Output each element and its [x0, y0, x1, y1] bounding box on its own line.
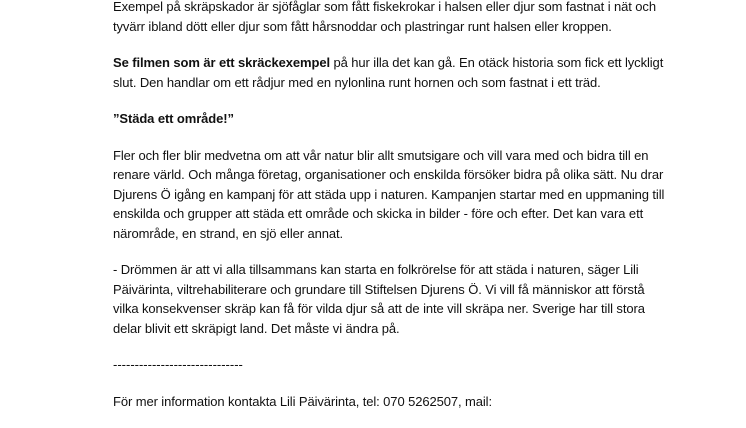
paragraph-film-text: på hur illa det kan gå. En otäck historia som fick ett lyckligt slut. Den handlar om ett rådjur med en nylonlina runt hornen och som fastnat i ett träd.: [113, 55, 664, 90]
section-heading: ”Städa ett område!”: [113, 111, 234, 126]
document-page: [113, 0, 673, 428]
paragraph-campaign: Fler och fler blir medvetna om att vår natur blir allt smutsigare och vill vara med och bidra till en renare värld. Och många företag, organisationer och enskilda försöker bidra på olika sätt. Nu drar Djurens Ö igång en kampanj för att städa upp i naturen. Kampanjen startar med en uppmaning till enskilda och grupper att städa ett område och skicka in bilder - före och efter. Det kan vara ett närområde, en strand, en sjö eller annat.: [113, 147, 665, 241]
paragraph-contact: För mer information kontakta Lili Päivärinta, tel: 070 5262507, mail:: [113, 393, 492, 409]
paragraph-quote: - Drömmen är att vi alla tillsammans kan starta en folkrörelse för att städa i naturen, säger Lili Päivärinta, viltrehabiliterare och grundare till Stiftelsen Djurens Ö. Vi vill få människor att förstå vilka konsekvenser skräp kan få för vilda djur så att de inte vill skräpa ner. Sverige har till stora delar blivit ett skräpigt land. Det måste vi ändra på.: [113, 262, 645, 336]
paragraph-examples: Exempel på skräpskador är sjöfåglar som fått fiskekrokar i halsen eller djur som fastnat i nät och tyvärr ibland dött eller djur som fått hårsnoddar och plastringar runt halsen eller kroppen.: [113, 0, 656, 34]
paragraph-film: [113, 53, 673, 92]
divider-line: ------------------------------: [113, 357, 243, 372]
film-link[interactable]: Se filmen som är ett skräckexempel: [113, 55, 330, 70]
